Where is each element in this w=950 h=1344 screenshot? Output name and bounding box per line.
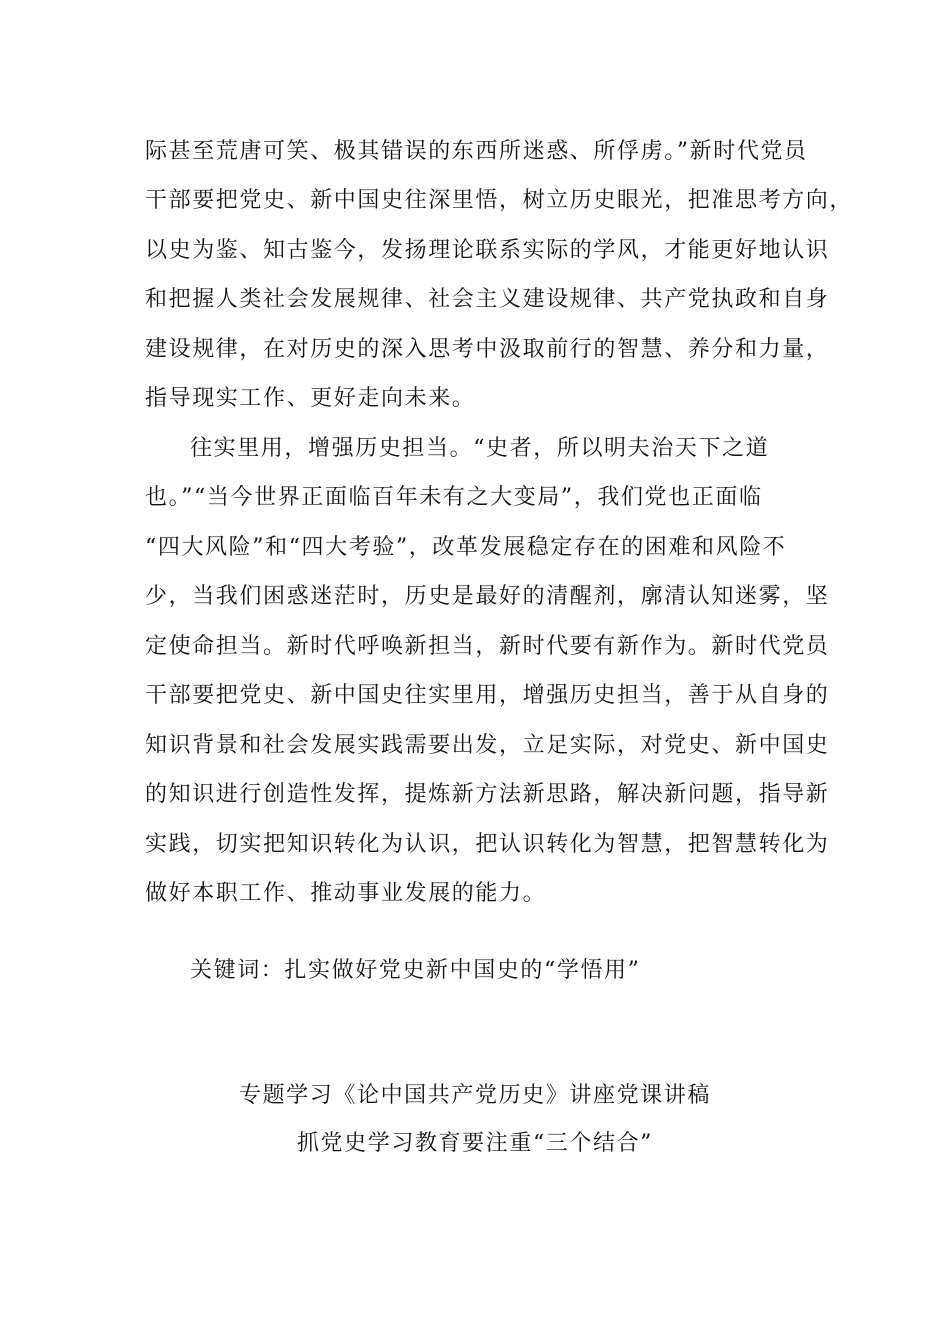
keywords-line: 关键词：扎实做好党史新中国史的“学悟用” xyxy=(190,958,641,983)
next-article-subtitle: 抓党史学习教育要注重“三个结合” xyxy=(296,1131,654,1156)
next-article-title: 专题学习《论中国共产党历史》讲座党课讲稿 xyxy=(238,1083,711,1108)
paragraph-1-line: 干部要把党史、新中国史往深里悟，树立历史眼光，把准思考方向， xyxy=(145,188,854,213)
paragraph-2-line: 实践，切实把知识转化为认识，把认识转化为智慧，把智慧转化为 xyxy=(145,832,830,857)
paragraph-2-line: 知识背景和社会发展实践需要出发，立足实际，对党史、新中国史 xyxy=(145,733,830,758)
paragraph-1-line: 和把握人类社会发展规律、社会主义建设规律、共产党执政和自身 xyxy=(145,287,830,312)
paragraph-2-line: 也。”“当今世界正面临百年未有之大变局”，我们党也正面临 xyxy=(145,485,763,510)
paragraph-2-line: 少，当我们困惑迷茫时，历史是最好的清醒剂，廓清认知迷雾，坚 xyxy=(145,584,830,609)
paragraph-2-line: 的知识进行创造性发挥，提炼新方法新思路，解决新问题，指导新 xyxy=(145,782,830,807)
paragraph-2-line: 干部要把党史、新中国史往实里用，增强历史担当，善于从自身的 xyxy=(145,683,830,708)
paragraph-1-line: 指导现实工作、更好走向未来。 xyxy=(145,386,476,411)
paragraph-2-line: 做好本职工作、推动事业发展的能力。 xyxy=(145,881,547,906)
paragraph-1-line: 建设规律，在对历史的深入思考中汲取前行的智慧、养分和力量， xyxy=(145,337,830,362)
paragraph-2-line: 往实里用，增强历史担当。“史者，所以明夫治天下之道 xyxy=(190,436,770,461)
paragraph-1-line: 以史为鉴、知古鉴今，发扬理论联系实际的学风，才能更好地认识 xyxy=(145,238,830,263)
paragraph-2-line: “四大风险”和“四大考验”，改革发展稳定存在的困难和风险不 xyxy=(145,535,787,560)
paragraph-2-line: 定使命担当。新时代呼唤新担当，新时代要有新作为。新时代党员 xyxy=(145,634,830,659)
paragraph-1-line: 际甚至荒唐可笑、极其错误的东西所迷惑、所俘虏。”新时代党员 xyxy=(145,139,808,164)
